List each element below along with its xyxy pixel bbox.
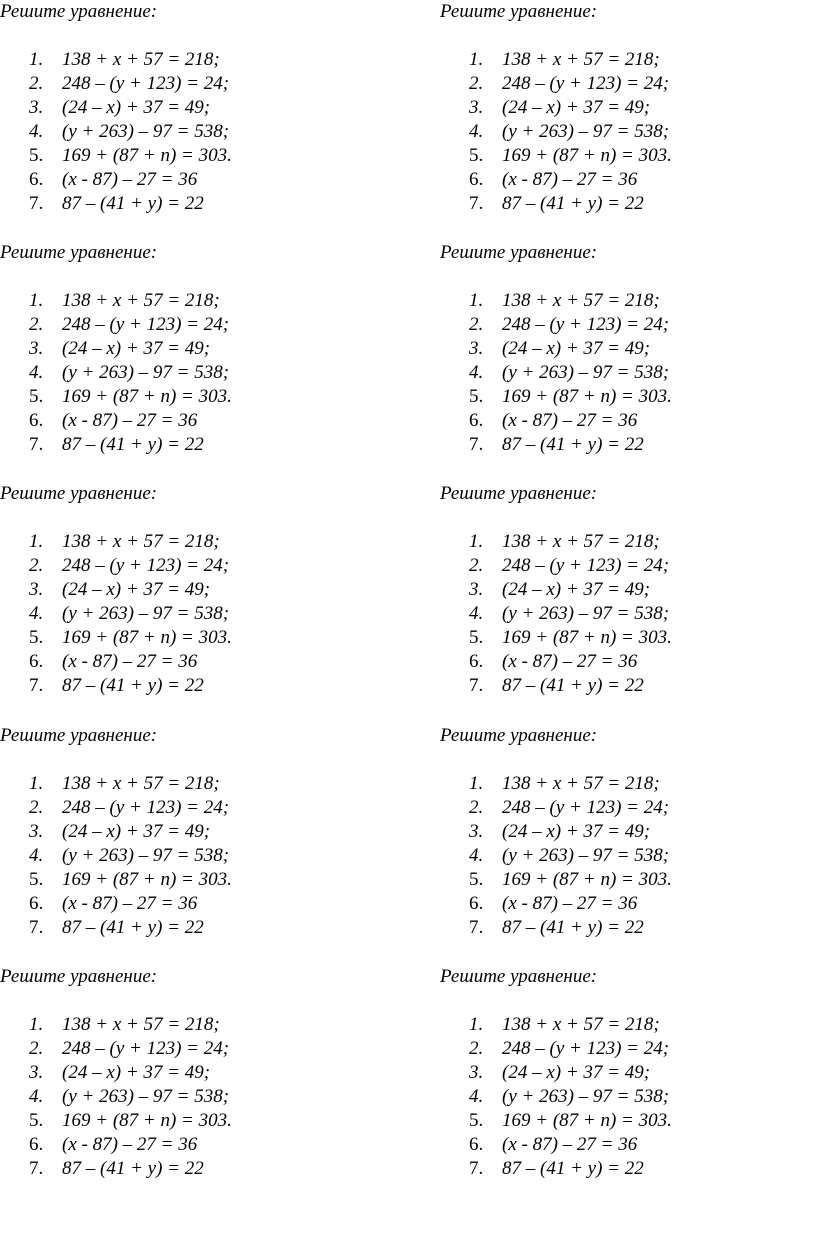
equation-row [440,554,800,578]
equation-row [440,192,800,216]
equation-list [0,772,360,940]
equation-text: (24 – x) + 37 = 49; [62,579,211,600]
equation-row [0,433,360,457]
equation-text: 248 – (y + 123) = 24; [502,797,670,818]
equation-text: (24 – x) + 37 = 49; [502,97,651,118]
equation-number: 2. [469,1038,484,1059]
equation-row [0,120,360,144]
equation-number: 4. [29,121,44,142]
equation-text: (24 – x) + 37 = 49; [502,1062,651,1083]
equation-number: 4. [469,603,484,624]
equation-text: (x - 87) – 27 = 36 [502,169,638,190]
equation-row [440,96,800,120]
equation-number: 4. [469,121,484,142]
equation-text: (24 – x) + 37 = 49; [62,821,211,842]
equation-row [0,96,360,120]
equation-row [440,1085,800,1109]
equation-text: 169 + (87 + n) = 303. [62,869,232,890]
equation-card [440,482,800,698]
equation-text: (y + 263) – 97 = 538; [62,362,230,383]
equation-number: 5. [29,145,44,166]
equation-row [0,289,360,313]
equation-text: (y + 263) – 97 = 538; [502,845,670,866]
equation-row [0,1013,360,1037]
card-title: Решите уравнение: [0,966,158,987]
equation-row [0,892,360,916]
equation-row [440,820,800,844]
equation-row [440,844,800,868]
equation-number: 5. [469,869,484,890]
equation-text: (x - 87) – 27 = 36 [62,1134,198,1155]
equation-number: 3. [469,579,484,600]
equation-text: 138 + x + 57 = 218; [502,1014,660,1035]
equation-text: 87 – (41 + y) = 22 [62,1158,204,1179]
equation-number: 1. [29,773,44,794]
equation-row [0,1109,360,1133]
card-title: Решите уравнение: [0,483,158,504]
equation-number: 1. [469,531,484,552]
equation-text: 169 + (87 + n) = 303. [502,386,672,407]
equation-row [440,650,800,674]
equation-number: 1. [29,290,44,311]
equation-text: 138 + x + 57 = 218; [62,49,220,70]
equation-card [440,241,800,457]
equation-number: 6. [469,893,484,914]
equation-text: 87 – (41 + y) = 22 [502,675,644,696]
equation-row [440,892,800,916]
equation-number: 7. [29,675,44,696]
equation-row [440,337,800,361]
equation-number: 2. [469,797,484,818]
equation-number: 1. [469,49,484,70]
equation-number: 7. [469,434,484,455]
equation-list [440,48,800,216]
equation-number: 5. [29,1110,44,1131]
equation-text: 248 – (y + 123) = 24; [62,73,230,94]
equation-text: 169 + (87 + n) = 303. [62,1110,232,1131]
equation-row [440,409,800,433]
equation-number: 2. [29,1038,44,1059]
equation-number: 1. [29,1014,44,1035]
equation-text: 138 + x + 57 = 218; [502,49,660,70]
equation-number: 5. [29,627,44,648]
equation-row [440,1157,800,1181]
equation-number: 7. [29,917,44,938]
equation-text: 169 + (87 + n) = 303. [502,627,672,648]
equation-text: 138 + x + 57 = 218; [502,773,660,794]
equation-row [440,772,800,796]
equation-row [0,772,360,796]
equation-number: 3. [29,1062,44,1083]
equation-number: 4. [29,845,44,866]
equation-number: 4. [29,1086,44,1107]
equation-number: 7. [469,193,484,214]
equation-text: 138 + x + 57 = 218; [502,290,660,311]
equation-number: 3. [469,338,484,359]
equation-row [440,796,800,820]
equation-row [440,868,800,892]
equation-list [440,530,800,698]
equation-list [440,772,800,940]
equation-text: (y + 263) – 97 = 538; [62,121,230,142]
equation-text: 169 + (87 + n) = 303. [62,627,232,648]
equation-number: 5. [469,145,484,166]
equation-text: 248 – (y + 123) = 24; [502,73,670,94]
equation-number: 6. [29,410,44,431]
equation-text: (y + 263) – 97 = 538; [502,121,670,142]
equation-number: 6. [469,169,484,190]
equation-text: 169 + (87 + n) = 303. [62,386,232,407]
equation-list [440,1013,800,1181]
equation-row [0,168,360,192]
equation-row [0,868,360,892]
equation-number: 2. [29,73,44,94]
equation-text: (x - 87) – 27 = 36 [62,893,198,914]
equation-text: 87 – (41 + y) = 22 [502,917,644,938]
card-title: Решите уравнение: [440,1,598,22]
equation-number: 4. [469,845,484,866]
equation-row [440,289,800,313]
equation-text: 87 – (41 + y) = 22 [502,434,644,455]
equation-text: 169 + (87 + n) = 303. [502,1110,672,1131]
equation-text: 138 + x + 57 = 218; [62,773,220,794]
equation-row [0,1085,360,1109]
equation-row [0,602,360,626]
equation-text: (x - 87) – 27 = 36 [502,1134,638,1155]
equation-card [440,0,800,216]
equation-text: (x - 87) – 27 = 36 [502,893,638,914]
equation-number: 2. [29,797,44,818]
equation-row [0,361,360,385]
equation-number: 5. [469,627,484,648]
equation-number: 1. [469,1014,484,1035]
equation-number: 7. [29,1158,44,1179]
equation-number: 5. [29,386,44,407]
equation-row [440,313,800,337]
equation-row [440,433,800,457]
equation-row [440,578,800,602]
equation-text: (y + 263) – 97 = 538; [502,1086,670,1107]
equation-text: (24 – x) + 37 = 49; [502,338,651,359]
card-title: Решите уравнение: [440,242,598,263]
equation-number: 3. [29,579,44,600]
equation-row [440,1061,800,1085]
equation-row [0,578,360,602]
equation-row [440,916,800,940]
equation-card [0,724,360,940]
equation-text: 169 + (87 + n) = 303. [502,869,672,890]
card-title: Решите уравнение: [0,242,158,263]
equation-row [440,1109,800,1133]
equation-number: 1. [29,49,44,70]
equation-card [0,241,360,457]
equation-row [0,820,360,844]
equation-row [0,650,360,674]
equation-text: (y + 263) – 97 = 538; [62,603,230,624]
equation-row [440,72,800,96]
equation-text: 248 – (y + 123) = 24; [62,555,230,576]
equation-number: 2. [469,555,484,576]
equation-number: 2. [29,555,44,576]
equation-text: 138 + x + 57 = 218; [62,531,220,552]
equation-text: 87 – (41 + y) = 22 [62,917,204,938]
card-title: Решите уравнение: [0,725,158,746]
equation-number: 6. [469,410,484,431]
equation-row [0,385,360,409]
equation-row [0,48,360,72]
equation-number: 2. [29,314,44,335]
equation-text: 248 – (y + 123) = 24; [502,555,670,576]
equation-text: (y + 263) – 97 = 538; [62,845,230,866]
equation-text: 87 – (41 + y) = 22 [502,193,644,214]
equation-number: 5. [469,1110,484,1131]
equation-card [440,965,800,1181]
equation-number: 7. [29,434,44,455]
equation-text: 87 – (41 + y) = 22 [502,1158,644,1179]
equation-row [440,385,800,409]
equation-list [440,289,800,457]
equation-text: 87 – (41 + y) = 22 [62,193,204,214]
equation-row [440,361,800,385]
equation-text: (y + 263) – 97 = 538; [502,362,670,383]
equation-number: 1. [469,773,484,794]
equation-text: 138 + x + 57 = 218; [62,1014,220,1035]
equation-number: 3. [469,821,484,842]
equation-text: (y + 263) – 97 = 538; [62,1086,230,1107]
equation-row [0,1133,360,1157]
equation-number: 6. [29,1134,44,1155]
equation-row [0,144,360,168]
equation-text: (24 – x) + 37 = 49; [502,821,651,842]
equation-row [440,1133,800,1157]
equation-number: 2. [469,314,484,335]
equation-text: 248 – (y + 123) = 24; [62,1038,230,1059]
equation-number: 5. [29,869,44,890]
equation-text: (x - 87) – 27 = 36 [502,410,638,431]
equation-row [0,313,360,337]
equation-row [0,554,360,578]
equation-card [440,724,800,940]
equation-card [0,0,360,216]
equation-row [0,1037,360,1061]
equation-text: 248 – (y + 123) = 24; [62,314,230,335]
equation-number: 6. [469,651,484,672]
equation-text: (x - 87) – 27 = 36 [62,651,198,672]
equation-text: 138 + x + 57 = 218; [62,290,220,311]
equation-row [0,796,360,820]
equation-number: 4. [469,362,484,383]
equation-text: (24 – x) + 37 = 49; [62,97,211,118]
equation-row [0,409,360,433]
equation-number: 3. [29,338,44,359]
equation-number: 6. [29,651,44,672]
card-title: Решите уравнение: [440,483,598,504]
equation-text: 87 – (41 + y) = 22 [62,675,204,696]
equation-number: 1. [29,531,44,552]
equation-row [440,602,800,626]
equation-row [0,72,360,96]
equation-row [0,626,360,650]
equation-number: 4. [29,603,44,624]
equation-number: 3. [469,97,484,118]
equation-number: 7. [29,193,44,214]
card-title: Решите уравнение: [440,966,598,987]
card-title: Решите уравнение: [440,725,598,746]
equation-row [440,1037,800,1061]
equation-text: 248 – (y + 123) = 24; [62,797,230,818]
equation-row [440,144,800,168]
equation-row [440,1013,800,1037]
equation-text: 87 – (41 + y) = 22 [62,434,204,455]
equation-number: 6. [469,1134,484,1155]
equation-row [0,674,360,698]
equation-text: (x - 87) – 27 = 36 [62,410,198,431]
equation-text: (24 – x) + 37 = 49; [502,579,651,600]
equation-row [0,192,360,216]
equation-list [0,289,360,457]
equation-row [0,1157,360,1181]
equation-number: 3. [469,1062,484,1083]
equation-row [440,48,800,72]
equation-row [0,337,360,361]
equation-text: 248 – (y + 123) = 24; [502,1038,670,1059]
equation-row [0,844,360,868]
equation-number: 6. [29,169,44,190]
equation-text: 138 + x + 57 = 218; [502,531,660,552]
equation-text: 169 + (87 + n) = 303. [62,145,232,166]
equation-list [0,48,360,216]
equation-row [0,1061,360,1085]
equation-text: (24 – x) + 37 = 49; [62,338,211,359]
equation-number: 2. [469,73,484,94]
equation-number: 7. [469,1158,484,1179]
equation-row [440,168,800,192]
equation-row [0,916,360,940]
equation-text: (24 – x) + 37 = 49; [62,1062,211,1083]
equation-number: 1. [469,290,484,311]
equation-number: 7. [469,675,484,696]
equation-text: (x - 87) – 27 = 36 [62,169,198,190]
equation-number: 3. [29,97,44,118]
equation-row [0,530,360,554]
equation-row [440,530,800,554]
equation-number: 4. [469,1086,484,1107]
equation-row [440,674,800,698]
equation-card [0,482,360,698]
equation-number: 5. [469,386,484,407]
card-title: Решите уравнение: [0,1,158,22]
equation-row [440,626,800,650]
equation-list [0,1013,360,1181]
equation-text: 248 – (y + 123) = 24; [502,314,670,335]
equation-number: 3. [29,821,44,842]
equation-number: 4. [29,362,44,383]
equation-card [0,965,360,1181]
equation-number: 6. [29,893,44,914]
equation-text: 169 + (87 + n) = 303. [502,145,672,166]
equation-text: (y + 263) – 97 = 538; [502,603,670,624]
equation-list [0,530,360,698]
equation-text: (x - 87) – 27 = 36 [502,651,638,672]
equation-row [440,120,800,144]
equation-number: 7. [469,917,484,938]
